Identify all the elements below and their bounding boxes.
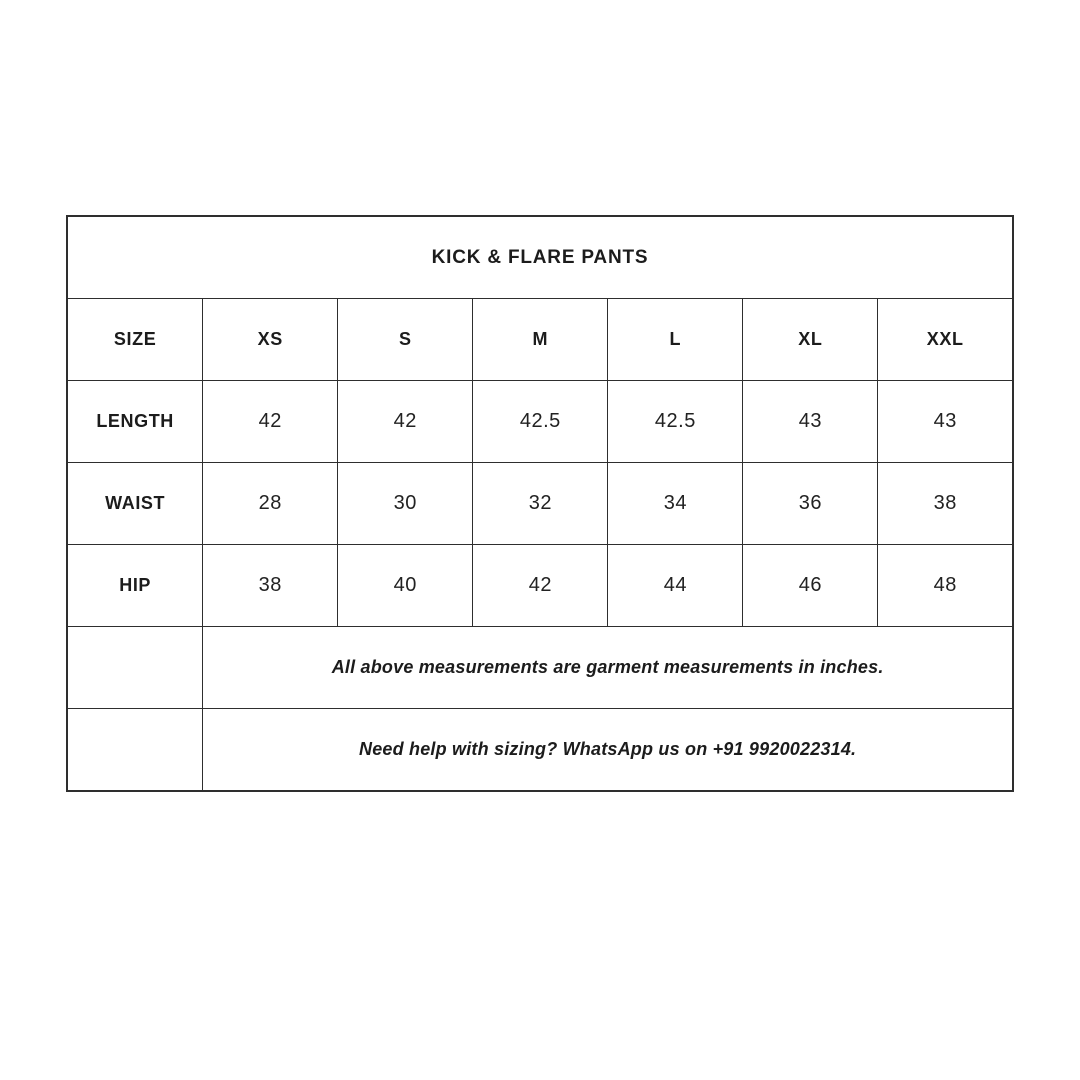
cell-hip-m: 42 <box>473 545 608 627</box>
cell-hip-xl: 46 <box>743 545 878 627</box>
cell-length-xs: 42 <box>203 381 338 463</box>
measurements-note: All above measurements are garment measurements in inches. <box>203 627 1013 709</box>
table-row-length <box>67 381 1013 463</box>
cell-length-m: 42.5 <box>473 381 608 463</box>
chart-title: KICK & FLARE PANTS <box>67 216 1013 299</box>
cell-hip-xxl: 48 <box>878 545 1013 627</box>
size-chart-table <box>66 215 1014 792</box>
cell-hip-xs: 38 <box>203 545 338 627</box>
cell-hip-l: 44 <box>608 545 743 627</box>
cell-waist-s: 30 <box>338 463 473 545</box>
cell-waist-m: 32 <box>473 463 608 545</box>
cell-waist-xl: 36 <box>743 463 878 545</box>
col-header-xxl: XXL <box>878 299 1013 381</box>
cell-length-s: 42 <box>338 381 473 463</box>
cell-length-xxl: 43 <box>878 381 1013 463</box>
table-row-hip <box>67 545 1013 627</box>
table-row-waist <box>67 463 1013 545</box>
col-header-l: L <box>608 299 743 381</box>
col-header-s: S <box>338 299 473 381</box>
whatsapp-note: Need help with sizing? WhatsApp us on +91 9920022314. <box>203 709 1013 792</box>
empty-cell <box>67 709 203 792</box>
cell-hip-s: 40 <box>338 545 473 627</box>
row-header-length: LENGTH <box>67 381 203 463</box>
title-row <box>67 216 1013 299</box>
cell-waist-xs: 28 <box>203 463 338 545</box>
row-header-waist: WAIST <box>67 463 203 545</box>
cell-length-xl: 43 <box>743 381 878 463</box>
cell-waist-l: 34 <box>608 463 743 545</box>
col-header-size: SIZE <box>67 299 203 381</box>
cell-length-l: 42.5 <box>608 381 743 463</box>
col-header-m: M <box>473 299 608 381</box>
empty-cell <box>67 627 203 709</box>
cell-waist-xxl: 38 <box>878 463 1013 545</box>
header-row <box>67 299 1013 381</box>
row-header-hip: HIP <box>67 545 203 627</box>
col-header-xs: XS <box>203 299 338 381</box>
note-row-whatsapp <box>67 709 1013 792</box>
note-row-measurements <box>67 627 1013 709</box>
col-header-xl: XL <box>743 299 878 381</box>
